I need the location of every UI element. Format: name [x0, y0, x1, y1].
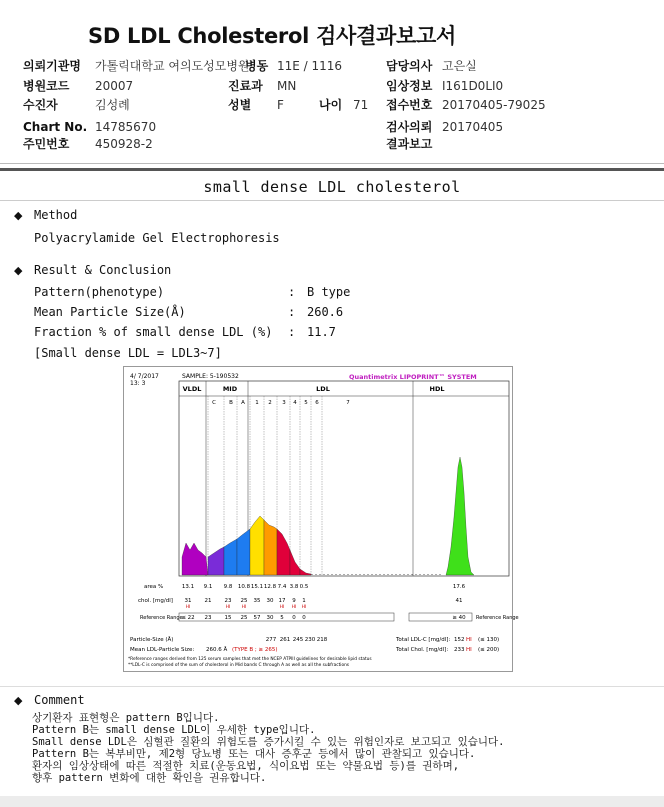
chart-footnote-1: *Reference ranges derived from 125 serum samples that met the NCEP ATPIII guidelines for desirable lipid status	[128, 657, 372, 662]
baseline-dot	[348, 574, 349, 575]
peak-segment	[250, 516, 264, 575]
baseline-dot	[428, 574, 429, 575]
band-label: 5	[304, 400, 308, 406]
baseline-dot	[324, 574, 325, 575]
chol-value: 9	[292, 598, 296, 604]
chart-date: 4/ 7/2017	[130, 373, 159, 380]
peak-segment	[182, 543, 208, 575]
dept-value: MN	[277, 79, 297, 93]
mean-ldl-type: (TYPE B ; ≥ 265)	[232, 647, 278, 653]
method-heading: Method	[34, 208, 78, 222]
particle-size-value: 277	[265, 637, 277, 643]
baseline-dot	[372, 574, 373, 575]
particle-size-value: 218	[316, 637, 328, 643]
peak-segment	[208, 547, 224, 575]
baseline-dot	[404, 574, 405, 575]
institution-value: 가톨릭대학교 여의도성모병원	[95, 59, 250, 73]
ref-value: 0	[292, 615, 296, 621]
baseline-dot	[312, 574, 313, 575]
band-label: 4	[293, 400, 297, 406]
band-label: 2	[268, 400, 272, 406]
baseline-dot	[424, 574, 425, 575]
clinical-info-label: 임상정보	[386, 79, 433, 93]
mean-ldl-value: 260.6 Å	[206, 647, 228, 653]
particle-size-value: 260.6	[307, 305, 344, 319]
institution-label: 의뢰기관명	[23, 59, 81, 73]
doctor-value: 고은실	[442, 59, 477, 73]
report-title: SD LDL Cholesterol 검사결과보고서	[88, 24, 456, 48]
chart-footnote-2: **LDL-C is comprised of the sum of cholesterol in Mid bands C through A as well as all the subfractions	[128, 663, 350, 668]
comment-bullet-icon: ◆	[14, 694, 23, 707]
chol-row-label: chol. [mg/dl]	[138, 598, 173, 604]
pattern-value: B type	[307, 285, 351, 299]
area-value: 7.4	[277, 584, 287, 590]
mean-ldl-label: Mean LDL-Particle Size:	[130, 647, 195, 653]
total-chol-label: Total Chol. [mg/dl]:	[396, 647, 449, 653]
chart-brand: Quantimetrix LIPOPRINT™ SYSTEM	[349, 373, 477, 381]
dept-label: 진료과	[228, 79, 263, 93]
comment-line: Small dense LDL은 심혈관 질환의 위험도를 증가시킬 수 있는 위험인자로 보고되고 있습니다.	[32, 736, 505, 748]
band-label: 7	[346, 400, 350, 406]
chart-run: 13: 3	[130, 380, 146, 387]
area-row-label: area %	[144, 584, 164, 590]
baseline-dot	[380, 574, 381, 575]
method-bullet-icon: ◆	[14, 209, 23, 222]
baseline-dot	[344, 574, 345, 575]
baseline-dot	[316, 574, 317, 575]
particle-size-sep: :	[288, 305, 296, 319]
chart-no-label: Chart No.	[23, 120, 88, 134]
chol-flag: HI	[225, 605, 231, 610]
baseline-dot	[432, 574, 433, 575]
chol-value: 17	[278, 598, 286, 604]
chol-value: 21	[204, 598, 212, 604]
result-heading: Result & Conclusion	[34, 263, 172, 277]
area-value: 9.8	[223, 584, 233, 590]
group-label: LDL	[316, 385, 330, 393]
area-value: 15.1	[250, 584, 264, 590]
comment-divider	[0, 686, 664, 687]
chart-no-value: 14785670	[95, 120, 157, 134]
area-value: 17.6	[452, 584, 466, 590]
section-title: small dense LDL cholesterol	[203, 178, 461, 196]
baseline-dot	[364, 574, 365, 575]
ward-label: 병동	[245, 59, 269, 73]
request-date-value: 20170405	[442, 120, 504, 134]
peak-segment	[264, 520, 277, 575]
baseline-dot	[436, 574, 437, 575]
ward-value: 11E / 1116	[277, 59, 343, 73]
ref-row-label: Reference Range	[140, 615, 183, 621]
clinical-info-value: I161D0LI0	[442, 79, 504, 93]
ref-row-label-right: Reference Range	[476, 615, 519, 621]
particle-size-value: 245	[292, 637, 304, 643]
baseline-dot	[328, 574, 329, 575]
section-divider	[0, 200, 664, 201]
area-value: 10.8	[237, 584, 251, 590]
group-label: MID	[222, 385, 238, 393]
band-label: 1	[255, 400, 259, 406]
baseline-dot	[412, 574, 413, 575]
peak-segment	[300, 569, 311, 575]
patient-label: 수진자	[23, 98, 58, 112]
chol-value: 35	[253, 598, 261, 604]
fraction-sep: :	[288, 325, 296, 339]
chol-flag: HI	[301, 605, 307, 610]
band-label: 6	[315, 400, 319, 406]
total-chol-ref: (≤ 200)	[478, 647, 500, 653]
ref-value: 15	[224, 615, 232, 621]
band-label: B	[229, 400, 233, 406]
sdldl-note: [Small dense LDL = LDL3~7]	[34, 346, 222, 360]
sex-value: F	[277, 98, 284, 112]
lipoprint-chart	[123, 366, 519, 672]
baseline-dot	[396, 574, 397, 575]
age-value: 71	[353, 98, 369, 112]
group-label: VLDL	[182, 385, 202, 393]
baseline-dot	[340, 574, 341, 575]
chol-value: 25	[240, 598, 248, 604]
chol-flag: HI	[241, 605, 247, 610]
hospital-code-label: 병원코드	[23, 79, 70, 93]
baseline-dot	[336, 574, 337, 575]
method-text: Polyacrylamide Gel Electrophoresis	[34, 231, 280, 245]
baseline-dot	[352, 574, 353, 575]
area-value: 3.8	[289, 584, 299, 590]
page-bottom-bar	[0, 796, 664, 807]
chol-flag: HI	[279, 605, 285, 610]
comment-line: 환자의 임상상태에 따른 적절한 치료(운동요법, 식이요법 또는 약물요법 등)를 권하며,	[32, 760, 460, 772]
sex-label: 성별	[228, 98, 252, 112]
ref-value: 25	[240, 615, 248, 621]
hospital-code-value: 20007	[95, 79, 134, 93]
particle-size-label: Mean Particle Size(Å)	[34, 305, 186, 319]
chol-flag: HI	[291, 605, 297, 610]
chol-value: 23	[224, 598, 232, 604]
area-value: 0.5	[299, 584, 309, 590]
chol-value: 30	[266, 598, 274, 604]
request-date-label: 검사의뢰	[386, 120, 433, 134]
peak-segment	[237, 529, 250, 575]
ref-value: 57	[253, 615, 261, 621]
total-ldl-value: 152	[454, 637, 465, 643]
fraction-label: Fraction % of small dense LDL (%)	[34, 325, 273, 339]
ref-value: ≤ 22	[181, 615, 195, 621]
baseline-dot	[376, 574, 377, 575]
resident-no-value: 450928-2	[95, 137, 153, 151]
ref-value: ≥ 40	[452, 615, 466, 621]
chol-value: 1	[302, 598, 306, 604]
peak-segment	[290, 550, 300, 575]
baseline-dot	[420, 574, 421, 575]
area-value: 9.1	[203, 584, 213, 590]
total-chol-value: 233	[454, 647, 465, 653]
resident-no-label: 주민번호	[23, 137, 70, 151]
baseline-dot	[384, 574, 385, 575]
age-label: 나이	[319, 98, 343, 112]
receipt-no-label: 접수번호	[386, 98, 433, 112]
comment-heading: Comment	[34, 693, 85, 707]
pattern-label: Pattern(phenotype)	[34, 285, 165, 299]
baseline-dot	[408, 574, 409, 575]
baseline-dot	[320, 574, 321, 575]
peak-segment	[446, 457, 474, 575]
baseline-dot	[392, 574, 393, 575]
header-divider-thick	[0, 168, 664, 171]
chol-flag: HI	[185, 605, 191, 610]
particle-size-value: 230	[304, 637, 316, 643]
pattern-sep: :	[288, 285, 296, 299]
chol-value: 41	[455, 598, 463, 604]
total-ldl-flag: HI	[466, 637, 472, 643]
chol-value: 31	[184, 598, 192, 604]
receipt-no-value: 20170405-79025	[442, 98, 546, 112]
group-label: HDL	[429, 385, 445, 393]
fraction-value: 11.7	[307, 325, 336, 339]
report-label: 결과보고	[386, 137, 433, 151]
peak-segment	[224, 539, 237, 575]
comment-line: 상기환자 표현형은 pattern B입니다.	[32, 712, 220, 724]
baseline-dot	[400, 574, 401, 575]
total-ldl-label: Total LDL-C [mg/dl]:	[396, 637, 451, 643]
patient-value: 김성례	[95, 98, 130, 112]
ref-value: 30	[266, 615, 274, 621]
baseline-dot	[356, 574, 357, 575]
baseline-dot	[440, 574, 441, 575]
baseline-dot	[416, 574, 417, 575]
particle-size-value: 261	[279, 637, 291, 643]
baseline-dot	[332, 574, 333, 575]
band-label: C	[212, 400, 216, 406]
area-value: 12.8	[263, 584, 277, 590]
peak-segment	[277, 529, 290, 575]
chart-sample: SAMPLE: 5-190532	[182, 373, 239, 380]
baseline-dot	[368, 574, 369, 575]
result-bullet-icon: ◆	[14, 264, 23, 277]
total-ldl-ref: (≤ 130)	[478, 637, 500, 643]
baseline-dot	[388, 574, 389, 575]
header-divider	[0, 163, 664, 164]
doctor-label: 담당의사	[386, 59, 433, 73]
particle-size-row-label: Particle-Size (Å)	[130, 637, 174, 643]
ref-value: 0	[302, 615, 306, 621]
area-value: 13.1	[181, 584, 195, 590]
total-chol-flag: HI	[466, 647, 472, 653]
band-label: 3	[282, 400, 286, 406]
baseline-dot	[360, 574, 361, 575]
comment-line: 향후 pattern 변화에 대한 확인을 권유합니다.	[32, 772, 267, 784]
ref-value: 5	[280, 615, 284, 621]
band-label: A	[241, 400, 245, 406]
comment-line: Pattern B는 small dense LDL이 우세한 type입니다.	[32, 724, 316, 736]
ref-value: 23	[204, 615, 212, 621]
comment-line: Pattern B는 복부비만, 제2형 당뇨병 또는 대사 증후군 등에서 많이 관찰되고 있습니다.	[32, 748, 476, 760]
